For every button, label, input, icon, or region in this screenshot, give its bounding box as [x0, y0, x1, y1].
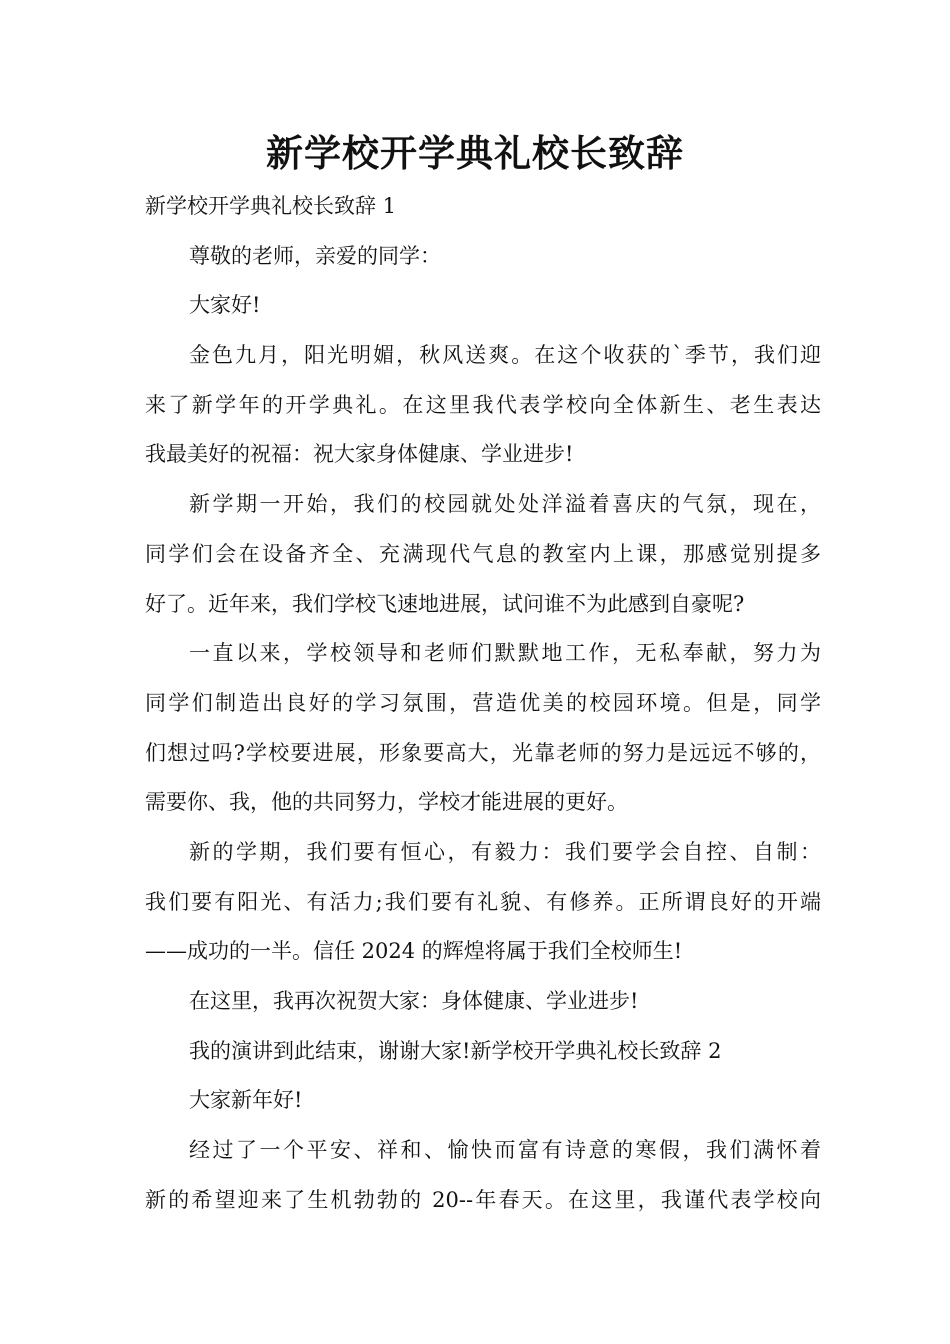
text-line: 新的希望迎来了生机勃勃的 20--年春天。在这里，我谨代表学校向 [145, 1187, 821, 1212]
text-line: 好了。近年来，我们学校飞速地进展，试问谁不为此感到自豪呢? [145, 591, 745, 616]
document-title: 新学校开学典礼校长致辞 [266, 132, 684, 175]
text-line: 一直以来，学校领导和老师们默默地工作，无私奉献，努力为 [189, 641, 821, 666]
text-line: 新学期一开始，我们的校园就处处洋溢着喜庆的气氛，现在， [189, 492, 821, 517]
text-line: 经过了一个平安、祥和、愉快而富有诗意的寒假，我们满怀着 [189, 1138, 821, 1163]
text-line: 来了新学年的开学典礼。在这里我代表学校向全体新生、老生表达 [145, 392, 821, 417]
text-line: 新的学期，我们要有恒心，有毅力：我们要学会自控、自制： [189, 839, 821, 864]
text-line: 我们要有阳光、有活力;我们要有礼貌、有修养。正所谓良好的开端 [145, 889, 821, 914]
text-line: 大家好! [189, 293, 261, 318]
text-line: 大家新年好! [189, 1088, 303, 1113]
text-line: 在这里，我再次祝贺大家：身体健康、学业进步! [189, 989, 639, 1013]
document-body [145, 182, 821, 1225]
text-line: 我的演讲到此结束，谢谢大家!新学校开学典礼校长致辞 2 [189, 1038, 722, 1063]
text-line: 新学校开学典礼校长致辞 1 [145, 194, 397, 218]
text-line: 们想过吗?学校要进展，形象要高大，光靠老师的努力是远远不够的， [145, 740, 821, 765]
text-line: 需要你、我，他的共同努力，学校才能进展的更好。 [145, 790, 628, 815]
text-line: 金色九月，阳光明媚，秋风送爽。在这个收获的`季节，我们迎 [189, 343, 821, 368]
text-line: 同学们会在设备齐全、充满现代气息的教室内上课，那感觉别提多 [145, 541, 821, 566]
text-line: 我最美好的祝福：祝大家身体健康、学业进步! [145, 442, 574, 467]
text-line: 同学们制造出良好的学习氛围，营造优美的校园环境。但是，同学 [145, 690, 821, 715]
text-line: ——成功的一半。信任 2024 的辉煌将属于我们全校师生! [145, 939, 683, 964]
text-line: 尊敬的老师，亲爱的同学： [189, 243, 441, 268]
